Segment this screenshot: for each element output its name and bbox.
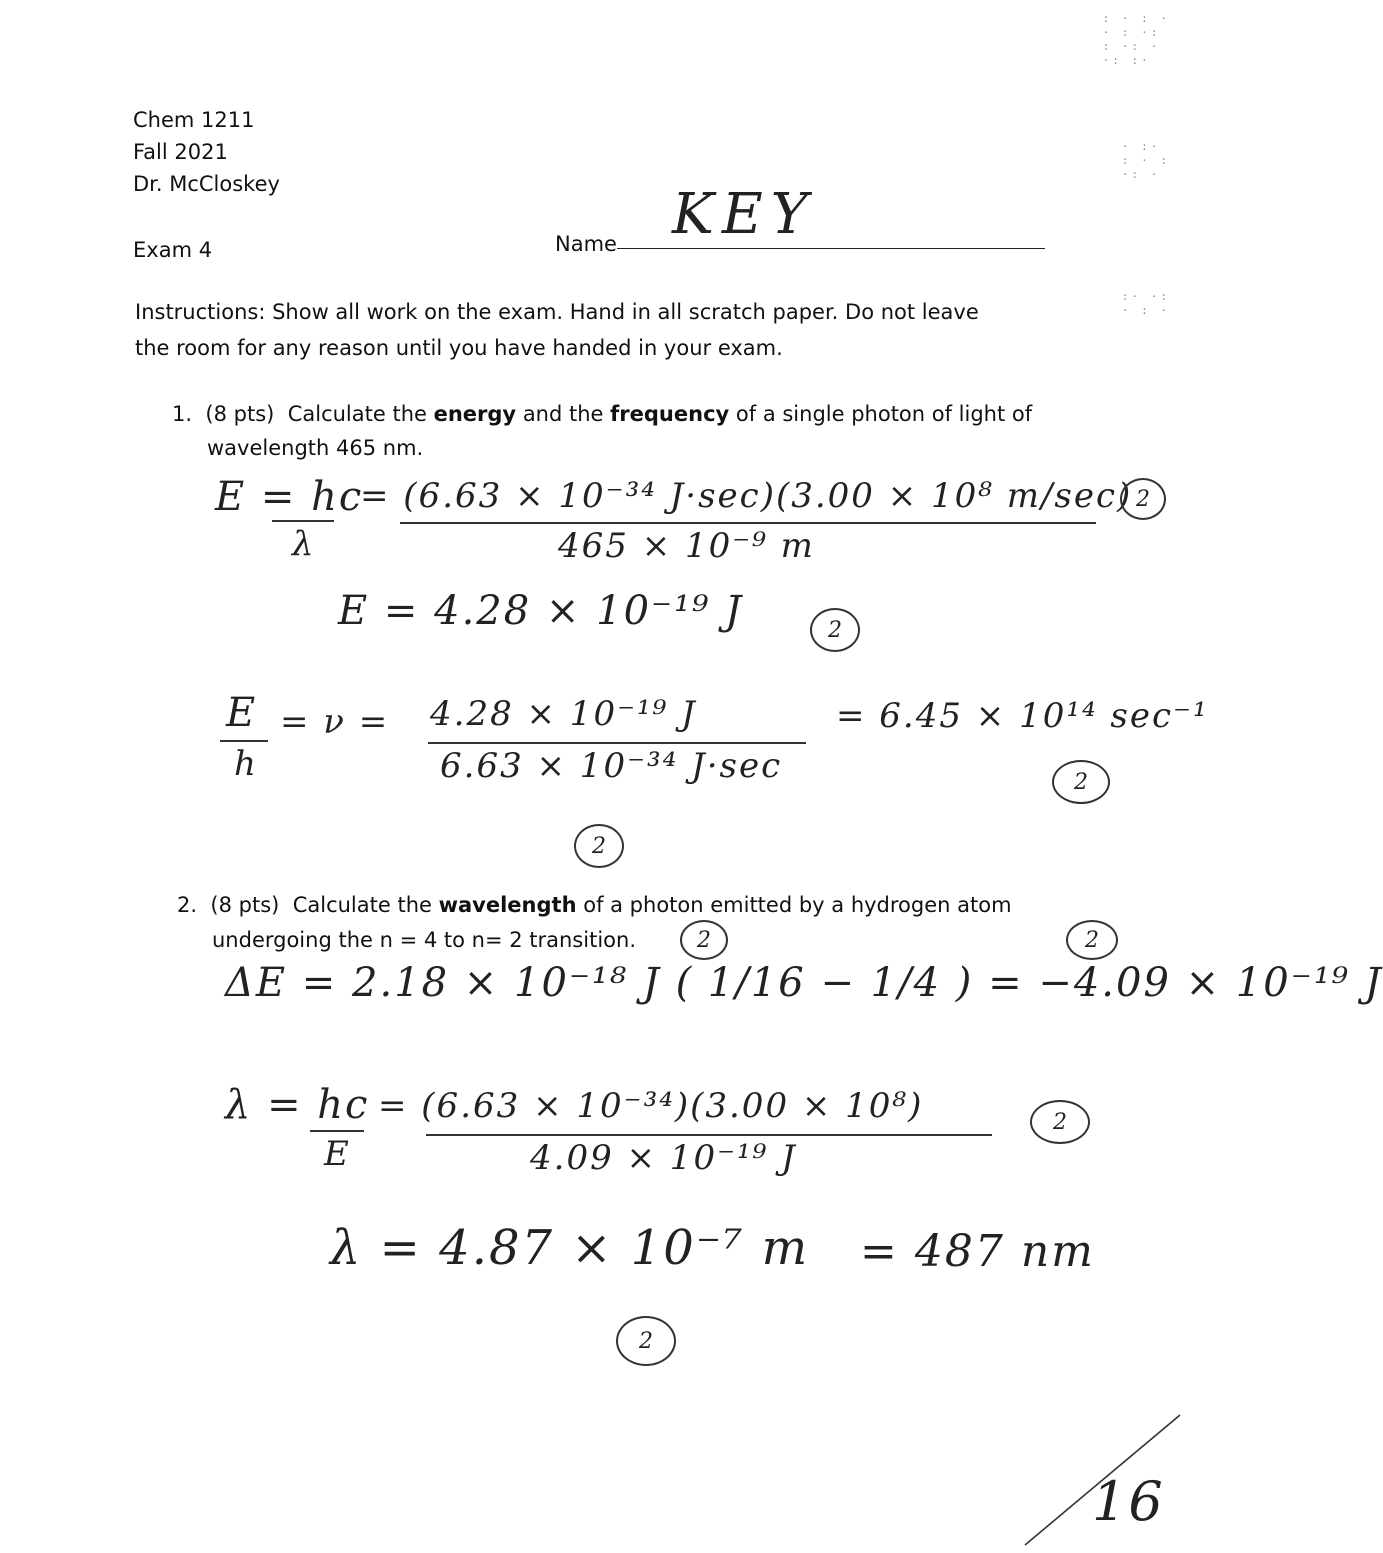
q2-l-lhs-fraction-bar: [310, 1130, 364, 1132]
q2-l-lhs: λ = hc: [225, 1082, 370, 1128]
q1-e-lhs: E = hc: [215, 474, 364, 520]
q1-text-1: Calculate the: [287, 402, 427, 426]
q2-points-circle-3: 2: [1030, 1100, 1090, 1144]
instructions-line2: the room for any reason until you have handed in your exam.: [135, 336, 783, 360]
q1-number: 1.: [172, 402, 193, 426]
q1-f-result: = 6.45 × 10¹⁴ sec⁻¹: [836, 696, 1209, 736]
q1-points-circle-3: 2: [1052, 760, 1110, 804]
q1-f-lhs: E: [226, 690, 258, 736]
q1-f-fraction-bar: [428, 742, 806, 744]
q2-prompt-line2: undergoing the n = 4 to n= 2 transition.: [212, 928, 636, 952]
term: Fall 2021: [133, 140, 228, 164]
scan-noise-lower: :· ·: · : ·: [1121, 290, 1170, 317]
q2-l-numerator: = (6.63 × 10⁻³⁴)(3.00 × 10⁸): [378, 1086, 924, 1126]
instructions-line1: Instructions: Show all work on the exam. Hand in all scratch paper. Do not leave: [135, 300, 979, 324]
q2-l-lhs-den: E: [324, 1134, 351, 1174]
q2-bold-wavelength: wavelength: [438, 893, 577, 917]
q1-f-lhs-den: h: [234, 744, 258, 784]
q1-points-circle-1: 2: [1120, 478, 1166, 520]
q1-e-lhs-den: λ: [292, 524, 316, 564]
q1-text-2: and the: [522, 402, 604, 426]
q1-e-result: E = 4.28 × 10⁻¹⁹ J: [338, 588, 743, 634]
name-value: KEY: [672, 182, 816, 247]
scan-noise-mid: · :· : · : ·: ·: [1121, 140, 1170, 181]
q2-l-denominator: 4.09 × 10⁻¹⁹ J: [530, 1138, 797, 1178]
name-label: Name: [555, 232, 617, 256]
q2-text-1: Calculate the: [292, 893, 432, 917]
q2-number: 2.: [177, 893, 198, 917]
q1-points-circle-2: 2: [810, 608, 860, 652]
q1-e-lhs-fraction-bar: [272, 520, 334, 522]
instructor: Dr. McCloskey: [133, 172, 280, 196]
q1-bold-frequency: frequency: [610, 402, 730, 426]
q1-prompt-line1: [172, 402, 1032, 426]
q2-l-result: λ = 4.87 × 10⁻⁷ m: [330, 1220, 810, 1276]
q2-l-fraction-bar: [426, 1134, 992, 1136]
q1-f-eq: = ν =: [280, 702, 390, 742]
q2-points: (8 pts): [210, 893, 280, 917]
exam-title: Exam 4: [133, 238, 213, 262]
q2-l-nm: = 487 nm: [860, 1226, 1095, 1277]
q1-f-numerator: 4.28 × 10⁻¹⁹ J: [430, 694, 697, 734]
q1-text-3: of a single photon of light of: [735, 402, 1033, 426]
q2-text-2: of a photon emitted by a hydrogen atom: [583, 893, 1012, 917]
q1-f-lhs-fraction-bar: [220, 740, 268, 742]
q2-points-circle-2: 2: [1066, 920, 1118, 960]
score-total: 16: [1092, 1470, 1165, 1533]
q1-points: (8 pts): [205, 402, 275, 426]
q2-prompt-line1: [177, 893, 1012, 917]
q1-f-denominator: 6.63 × 10⁻³⁴ J·sec: [440, 746, 783, 786]
q1-bold-energy: energy: [433, 402, 517, 426]
course-title: Chem 1211: [133, 108, 255, 132]
q1-e-fraction-bar: [400, 522, 1096, 524]
q1-prompt-line2: wavelength 465 nm.: [207, 436, 424, 460]
q2-delta-e-line: ΔE = 2.18 × 10⁻¹⁸ J ( 1/16 − 1/4 ) = −4.09 × 10⁻¹⁹ J: [225, 960, 1383, 1006]
q1-e-denominator: 465 × 10⁻⁹ m: [558, 526, 815, 566]
name-line: [617, 248, 1045, 249]
q1-points-circle-4: 2: [574, 824, 624, 868]
q2-points-circle-4: 2: [616, 1316, 676, 1366]
scan-noise-top: : · : · · : ·: : ·: · ·: :·: [1102, 12, 1170, 67]
q2-points-circle-1: 2: [680, 920, 728, 960]
q1-e-numerator: = (6.63 × 10⁻³⁴ J·sec)(3.00 × 10⁸ m/sec): [360, 476, 1133, 516]
